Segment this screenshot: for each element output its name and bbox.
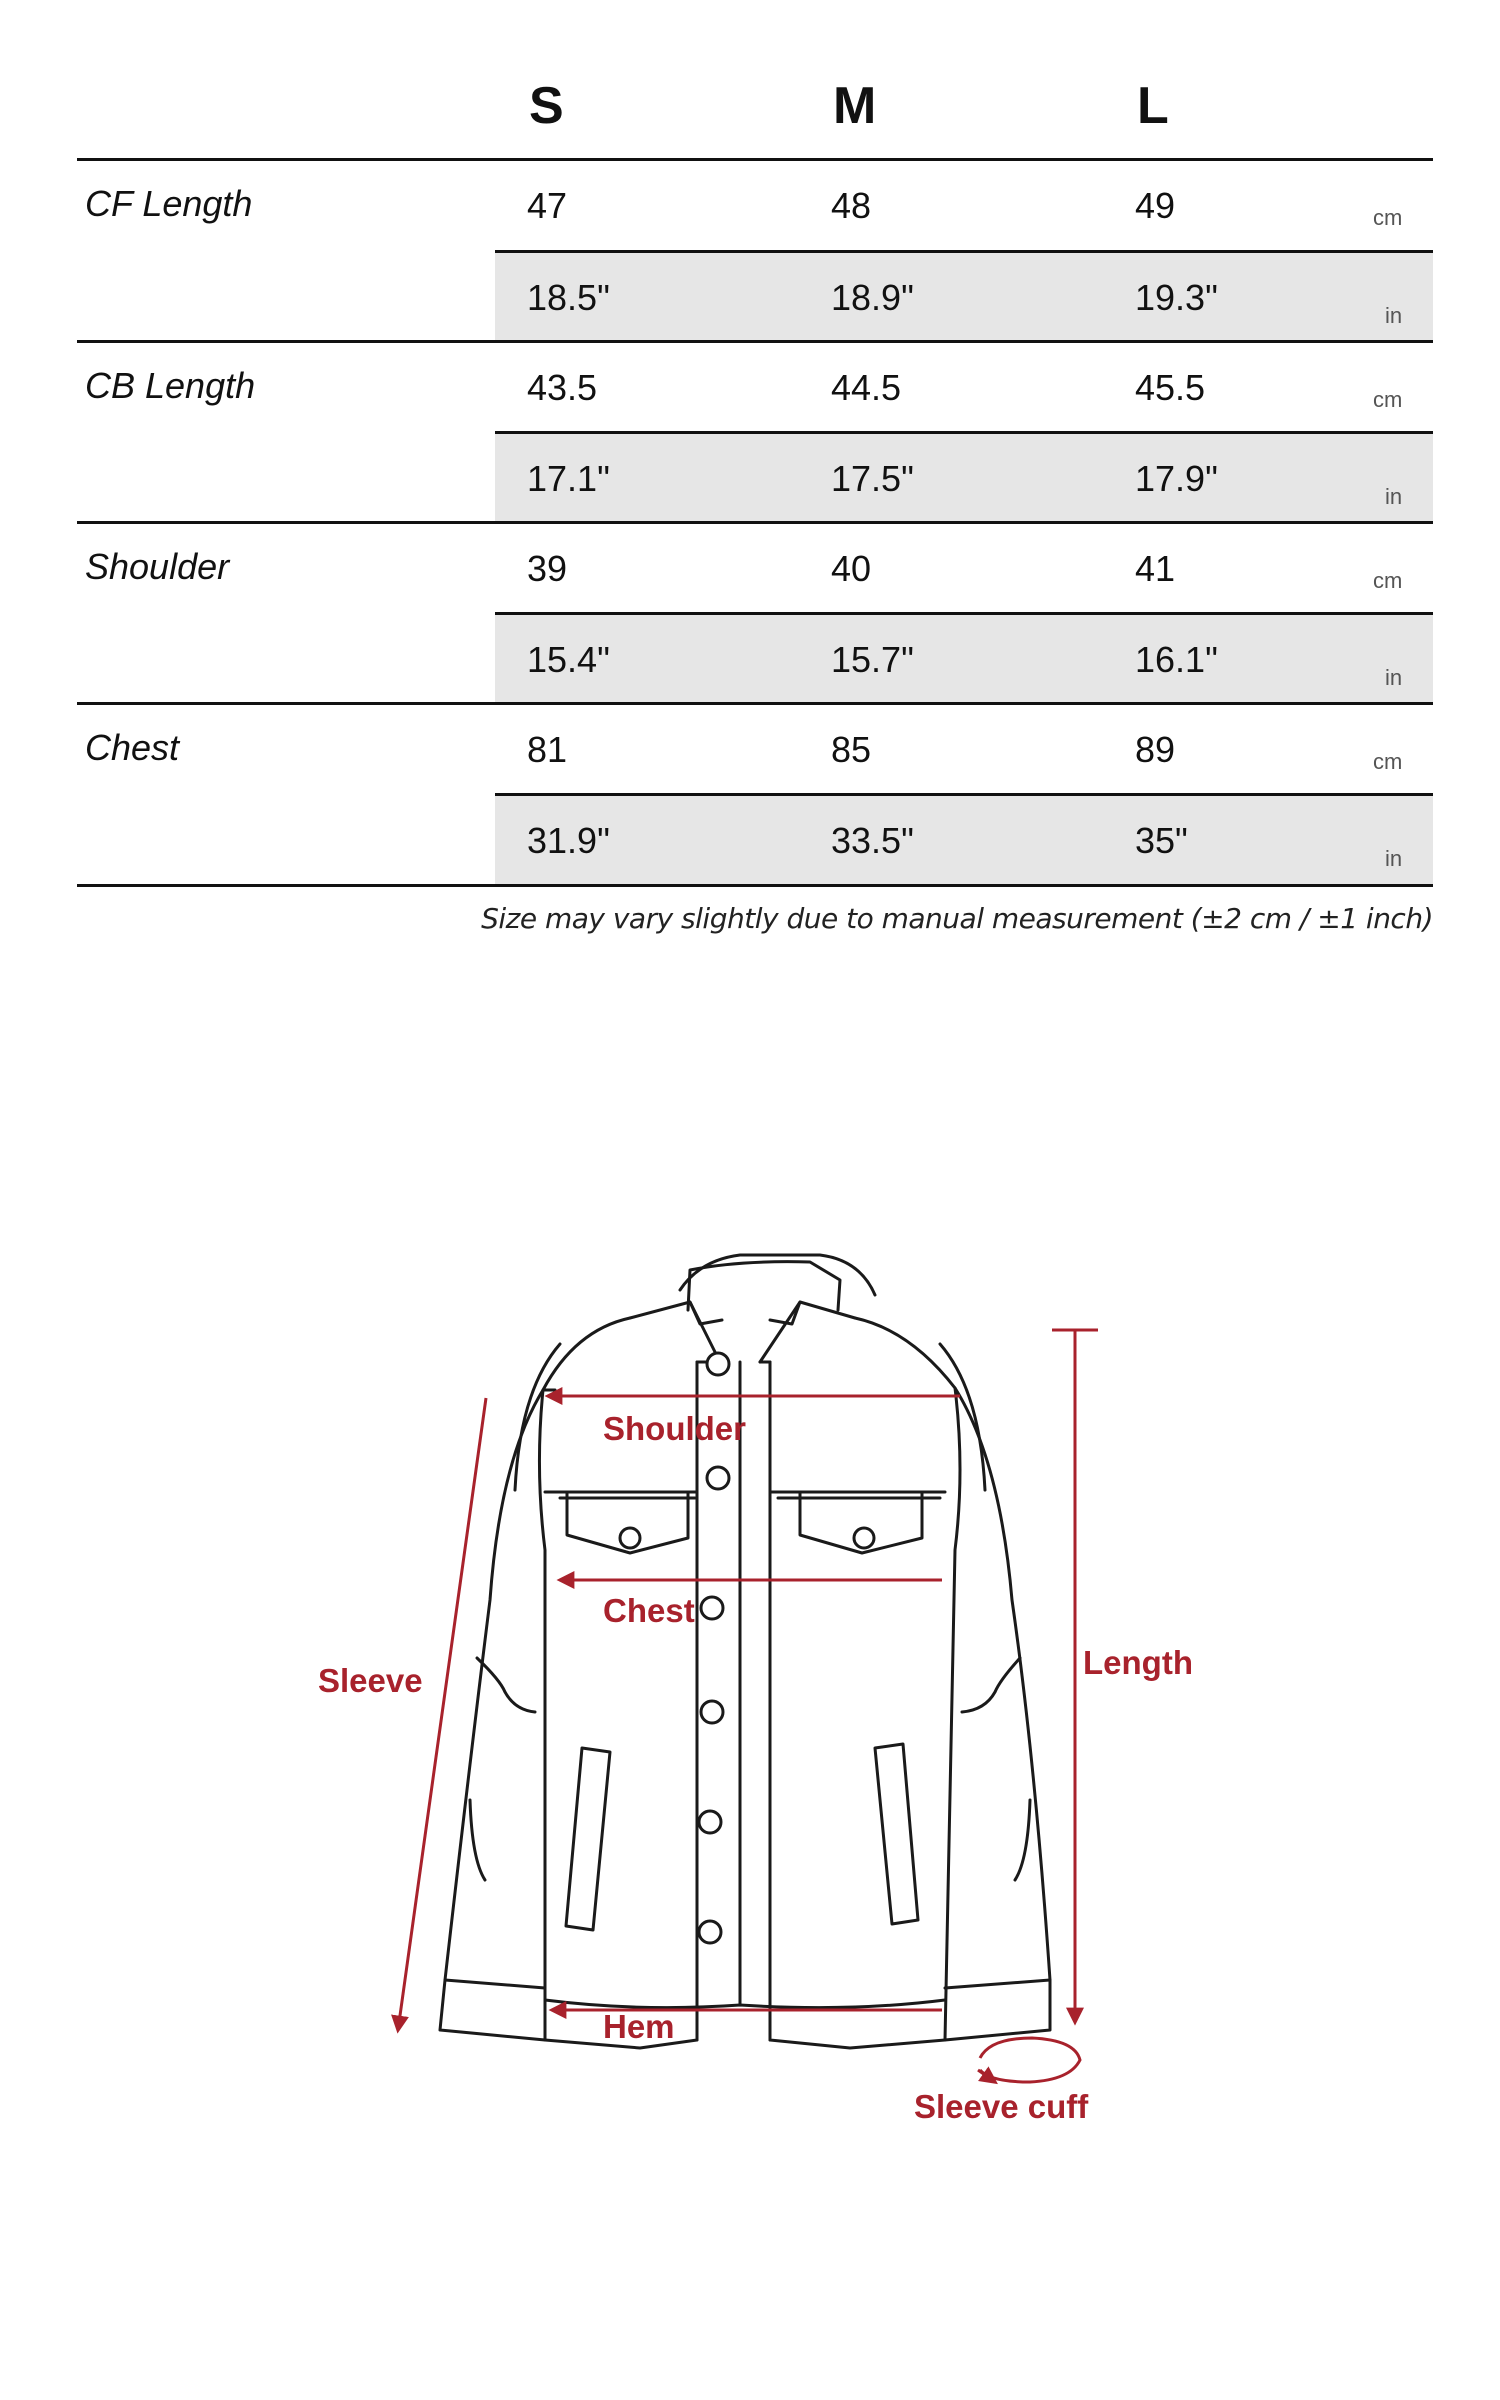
cell-m: 33.5" [831,820,914,861]
row-shade [495,434,1433,524]
table-row-chest-in [77,796,1433,886]
cell-l: 89 [1135,729,1176,770]
size-header-s: S [529,77,564,135]
cell-s: 15.4" [527,639,610,680]
label-sleeve-cuff: Sleeve cuff [914,2088,1089,2125]
cell-s: 31.9" [527,820,610,861]
cell-m: 18.9" [831,277,914,318]
button-icon [707,1467,729,1489]
cell-s: 47 [527,185,568,226]
label-shoulder: Shoulder [603,1410,747,1447]
cell-m: 17.5" [831,458,914,499]
row-shade [495,615,1433,705]
unit-cm: cm [1373,749,1403,774]
row-shade [495,796,1433,886]
cell-s: 81 [527,729,568,770]
button-icon [701,1701,723,1723]
cell-l: 45.5 [1135,367,1206,408]
size-header-l: L [1137,77,1169,135]
cell-m: 85 [831,729,872,770]
table-row-cb-length-cm [77,343,1433,433]
cell-s: 18.5" [527,277,610,318]
table-row-cf-length-in [77,253,1433,343]
cell-l: 16.1" [1135,639,1218,680]
cell-s: 17.1" [527,458,610,499]
size-header-m: M [833,77,877,135]
measure-arrows [398,1330,1098,2082]
cell-l: 49 [1135,185,1176,226]
cell-l: 17.9" [1135,458,1218,499]
label-hem: Hem [603,2008,675,2045]
table-row-cf-length-cm [77,161,1433,251]
button-icon [701,1597,723,1619]
sleeve-arrow-icon [398,1398,486,2030]
button-icon [854,1528,874,1548]
rotate-arrow-head [978,2070,995,2082]
jacket-outline-icon [0,1240,1500,2160]
unit-cm: cm [1373,387,1403,412]
table-row-shoulder-cm [77,524,1433,614]
button-icon [699,1811,721,1833]
cell-m: 44.5 [831,367,902,408]
button-icon [699,1921,721,1943]
cell-l: 19.3" [1135,277,1218,318]
cell-s: 39 [527,548,568,589]
table-divider [77,884,1433,887]
table-row-chest-cm [77,705,1433,795]
label-length: Length [1083,1644,1193,1681]
cell-m: 40 [831,548,872,589]
unit-in: in [1385,846,1403,871]
row-label-chest: Chest [85,727,180,768]
table-row-cb-length-in [77,434,1433,524]
row-label-shoulder: Shoulder [85,546,230,587]
unit-cm: cm [1373,205,1403,230]
label-sleeve: Sleeve [318,1662,423,1699]
unit-in: in [1385,484,1403,509]
rotate-arrow-icon [980,2038,1080,2082]
unit-in: in [1385,665,1403,690]
cell-s: 43.5 [527,367,598,408]
cell-l: 35" [1135,820,1188,861]
button-icon [707,1353,729,1375]
row-label-cb-length: CB Length [85,365,256,406]
cell-m: 15.7" [831,639,914,680]
unit-in: in [1385,303,1403,328]
measurement-note: Size may vary slightly due to manual measurement (±2 cm / ±1 inch) [481,902,1433,935]
row-label-cf-length: CF Length [85,183,253,224]
cell-l: 41 [1135,548,1176,589]
cell-m: 48 [831,185,872,226]
jacket-outline [440,1240,1050,2048]
button-icon [620,1528,640,1548]
measurement-diagram [0,1240,1500,2160]
row-shade [495,253,1433,343]
table-row-shoulder-in [77,615,1433,705]
label-chest: Chest [603,1592,695,1629]
unit-cm: cm [1373,568,1403,593]
